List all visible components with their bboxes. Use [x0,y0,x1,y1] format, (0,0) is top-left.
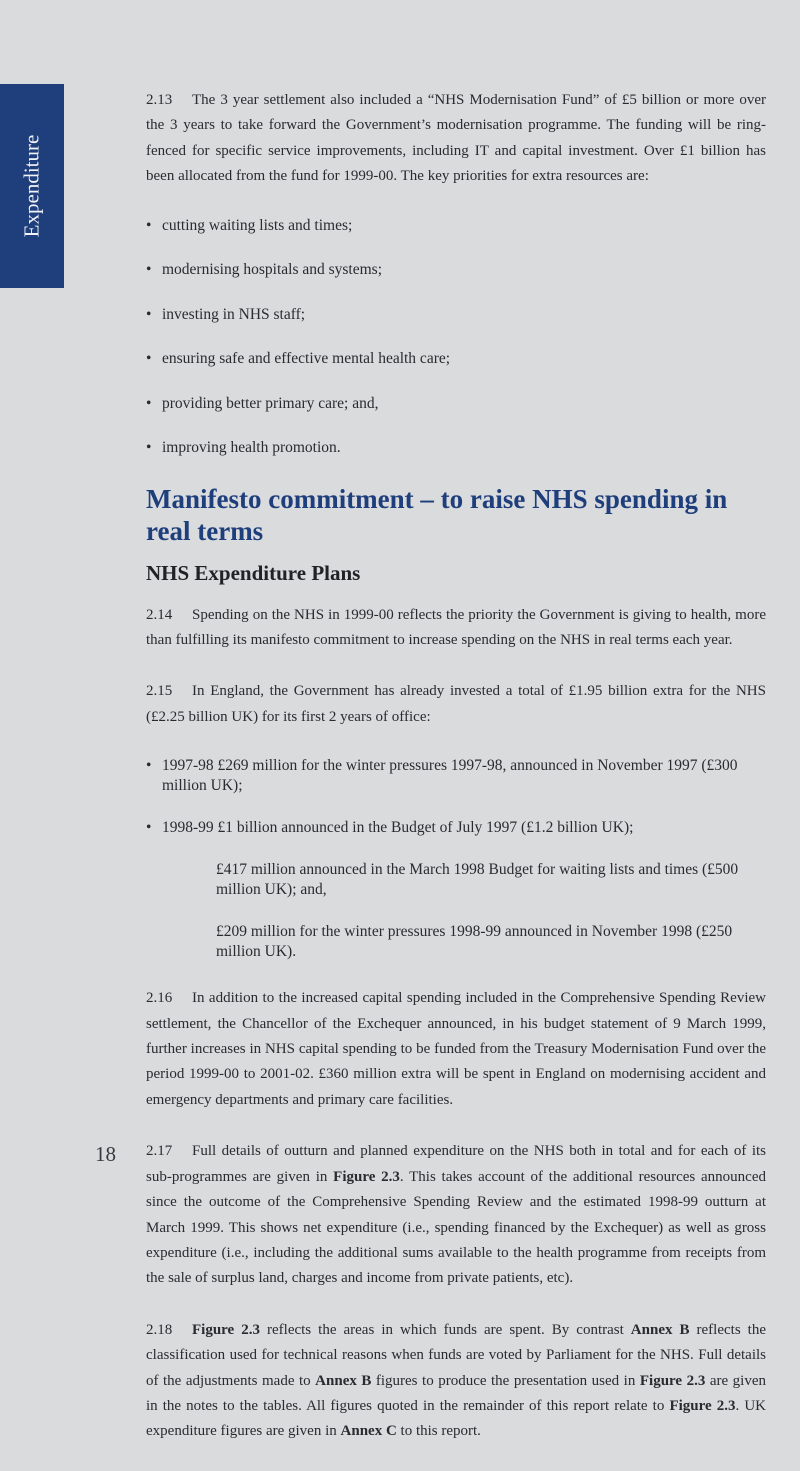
figure-reference: Figure 2.3 [639,1372,706,1389]
annex-reference: Annex B [315,1372,372,1389]
paragraph-number: 2.18 [146,1321,173,1338]
bullet-icon: • [146,757,152,775]
list-item: • 1997-98 £269 million for the winter pressures 1997-98, announced in November 1997 (£300 million UK); [146,757,738,795]
list-item: • cutting waiting lists and times; [146,216,353,234]
paragraph-number: 2.17 [146,1143,173,1160]
paragraph-2-16 [146,986,766,1113]
list-item: • 1998-99 £1 billion announced in the Budget of July 1997 (£1.2 billion UK); [146,819,634,837]
list-item: • providing better primary care; and, [146,394,379,412]
paragraph-text: In England, the Government has already invested a total of £1.95 billion extra for the NHS (£2.25 billion UK) for its first 2 years of office: [146,683,766,725]
paragraph-number: 2.13 [146,92,173,108]
list-item: • modernising hospitals and systems; [146,261,383,279]
paragraph-2-14 [146,603,766,654]
investment-item: £209 million for the winter pressures 1998-99 announced in November 1998 (£250 million UK). [216,923,733,961]
paragraph-2-13 [146,88,766,190]
bullet-icon: • [146,439,152,457]
paragraph-text: In addition to the increased capital spending included in the Comprehensive Spending Review settlement, the Chancellor of the Exchequer announced, in his budget statement of 9 March 1999, further increases in NHS capital spending to be funded from the Treasury Modernisation Fund over the period 1999-00 to 2001-02. £360 million extra will be spent in England on modernising accident and emergency departments and primary care facilities. [146,990,766,1108]
page-number: 18 [95,1142,116,1166]
investments-list [146,756,766,838]
bullet-icon: • [146,305,152,323]
paragraph-2-15 [146,679,766,730]
section-side-tab [0,84,64,288]
bullet-icon: • [146,350,152,368]
figure-reference: Figure 2.3 [669,1397,736,1414]
bullet-icon: • [146,819,152,837]
side-tab-label: Expenditure [19,134,44,238]
investment-item: £417 million announced in the March 1998 Budget for waiting lists and times (£500 million UK); and, [216,861,739,899]
paragraph-2-17: 2.17 Full details of outturn and planned expenditure on the NHS both in total and for each of its sub-programmes are given in Figure 2.3. This takes account of the additional resources announced since the outcome of the Comprehensive Spending Review and the estimated 1998-99 outturn at March 1999. This shows net expenditure (i.e., spending financed by the Exchequer) as well as gross expenditure (i.e., including the additional sums available to the health programme from receipts from the sale of surplus land, charges and income from private patients, etc). [146,1139,766,1291]
bullet-icon: • [146,216,152,234]
bullet-icon: • [146,394,152,412]
bullet-icon: • [146,261,152,279]
sub-heading: NHS Expenditure Plans [146,560,361,585]
paragraph-text: Spending on the NHS in 1999-00 reflects the priority the Government is giving to health, more than fulfilling its manifesto commitment to increase spending on the NHS in real terms each year. [146,606,766,649]
paragraph-number: 2.14 [146,606,173,623]
paragraph-text: The 3 year settlement also included a “NHS Modernisation Fund” of £5 billion or more over the 3 years to take forward the Government’s modernisation programme. The funding will be ring-fenced for specific service improvements, including IT and capital investment. Over £1 billion has been allocated from the fund for 1999-00. The key priorities for extra resources are: [146,92,766,185]
annex-reference: Annex B [630,1321,690,1338]
priorities-list [146,216,766,459]
section-heading: Manifesto commitment – to raise NHS spending in real terms [146,483,728,546]
paragraph-2-18: 2.18 Figure 2.3 reflects the areas in which funds are spent. By contrast Annex B reflects the classification used for technical reasons when funds are voted by Parliament for the NHS. Full details of the adjustments made to Annex B figures to produce the presentation used in Figure 2.3 are given in the notes to the tables. All figures quoted in the remainder of this report relate to Figure 2.3. UK expenditure figures are given in Annex C to this report. [146,1318,766,1445]
list-item: • ensuring safe and effective mental health care; [146,350,451,368]
list-item: • improving health promotion. [146,439,341,457]
document-body [146,88,766,1471]
list-item: • investing in NHS staff; [146,305,306,323]
annex-reference: Annex C [340,1423,397,1440]
figure-reference: Figure 2.3 [333,1168,400,1185]
paragraph-number: 2.16 [146,990,173,1007]
figure-reference: Figure 2.3 [192,1321,260,1338]
paragraph-number: 2.15 [146,683,173,700]
